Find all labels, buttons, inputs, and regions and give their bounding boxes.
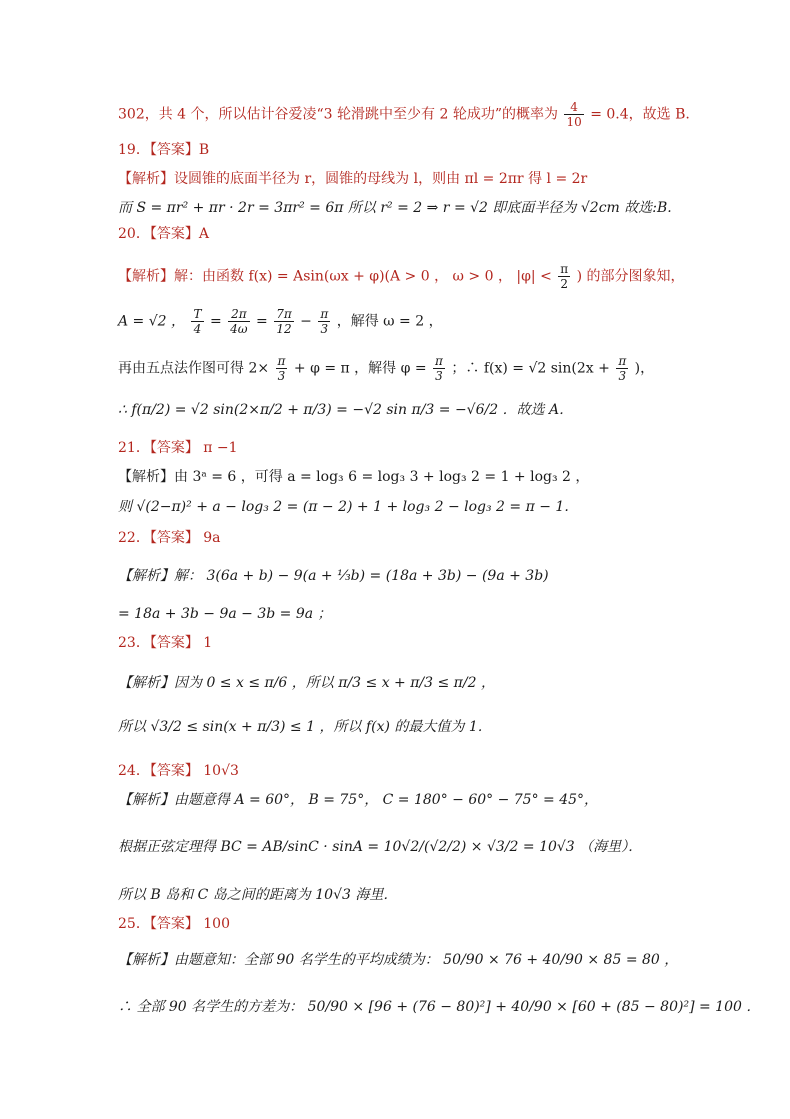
- q20-explanation-3: 再由五点法作图可得 2× $\frac{\pi}{3}$ + φ = π ，解得 φ = $\frac{\pi}{3}$ ；∴ f(x) = √2 sin(2x + $\frac{\pi}{3}$ )，: [118, 354, 655, 383]
- q21-answer: 21．【答案】 π −1: [118, 440, 238, 456]
- q25-answer: 25．【答案】 100: [118, 916, 230, 932]
- q19-explanation-1: 【解析】设圆锥的底面半径为 r，圆锥的母线为 l，则由 πl = 2πr 得 l = 2r: [118, 171, 588, 187]
- q23-explanation-1: 【解析】因为 0 ≤ x ≤ π/6 ，所以 π/3 ≤ x + π/3 ≤ π/2 ，: [118, 675, 495, 691]
- q24-explanation-1: 【解析】由题意得 A = 60°， B = 75°， C = 180° − 60° − 75° = 45°，: [118, 792, 599, 808]
- q20-answer: 20．【答案】A: [118, 226, 209, 242]
- q20-explanation-1: 【解析】解：由函数 f(x) = Asin(ωx + φ)(A > 0 ， ω > 0 ， |φ| < $\frac{\pi}{2}$ ) 的部分图象知，: [118, 262, 685, 291]
- q19-answer: 19．【答案】B: [118, 142, 210, 158]
- q24-explanation-3: 所以 B 岛和 C 岛之间的距离为 10√3 海里．: [118, 887, 398, 903]
- q21-explanation-1: 【解析】由 3ᵃ = 6 ，可得 a = log₃ 6 = log₃ 3 + log₃ 2 = 1 + log₃ 2 ，: [118, 469, 590, 485]
- q24-answer: 24．【答案】 10√3: [118, 763, 239, 779]
- q23-answer: 23．【答案】 1: [118, 635, 213, 651]
- q20-explanation-4: ∴ f(π/2) = √2 sin(2×π/2 + π/3) = −√2 sin π/3 = −√6/2 ．故选 A．: [118, 402, 574, 418]
- q18-text-end: = 0.4，故选 B.: [590, 106, 690, 123]
- q25-explanation-2: ∴ 全部 90 名学生的方差为： 50/90 × [96 + (76 − 80)²] + 40/90 × [60 + (85 − 80)²] = 100 ．: [118, 999, 761, 1015]
- fraction-pi-2: $\frac{\pi}{2}$: [560, 262, 569, 291]
- q22-answer: 22．【答案】 9a: [118, 530, 221, 546]
- q18-text: 302，共 4 个，所以估计谷爱凌“3 轮滑跳中至少有 2 轮成功”的概率为: [118, 106, 559, 123]
- q22-explanation-2: = 18a + 3b − 9a − 3b = 9a ；: [118, 606, 332, 622]
- q23-explanation-2: 所以 √3/2 ≤ sin(x + π/3) ≤ 1 ，所以 f(x) 的最大值为 1．: [118, 719, 492, 735]
- q19-explanation-2: 而 S = πr² + πr · 2r = 3πr² = 6π 所以 r² = 2 ⇒ r = √2 即底面半径为 √2cm 故选:B.: [118, 200, 672, 216]
- q24-explanation-2: 根据正弦定理得 BC = AB/sinC · sinA = 10√2/(√2/2) × √3/2 = 10√3 （海里）．: [118, 839, 643, 855]
- q21-explanation-2: 则 √(2−π)² + a − log₃ 2 = (π − 2) + 1 + log₃ 2 − log₃ 2 = π − 1.: [118, 499, 569, 515]
- fraction-4-10: $\frac{4}{10}$: [566, 100, 582, 129]
- line-q18-conclusion: [118, 100, 690, 129]
- q20-explanation-2: A = √2 ， $\frac{T}{4}$ = $\frac{2\pi}{4\omega}$ = $\frac{7\pi}{12}$ − $\frac{\pi}{3}$ ，解得 ω = 2 ，: [118, 307, 443, 336]
- q25-explanation-1: 【解析】由题意知：全部 90 名学生的平均成绩为： 50/90 × 76 + 40/90 × 85 = 80 ，: [118, 952, 679, 968]
- q22-explanation-1: 【解析】解： 3(6a + b) − 9(a + ⅓b) = (18a + 3b) − (9a + 3b): [118, 568, 549, 584]
